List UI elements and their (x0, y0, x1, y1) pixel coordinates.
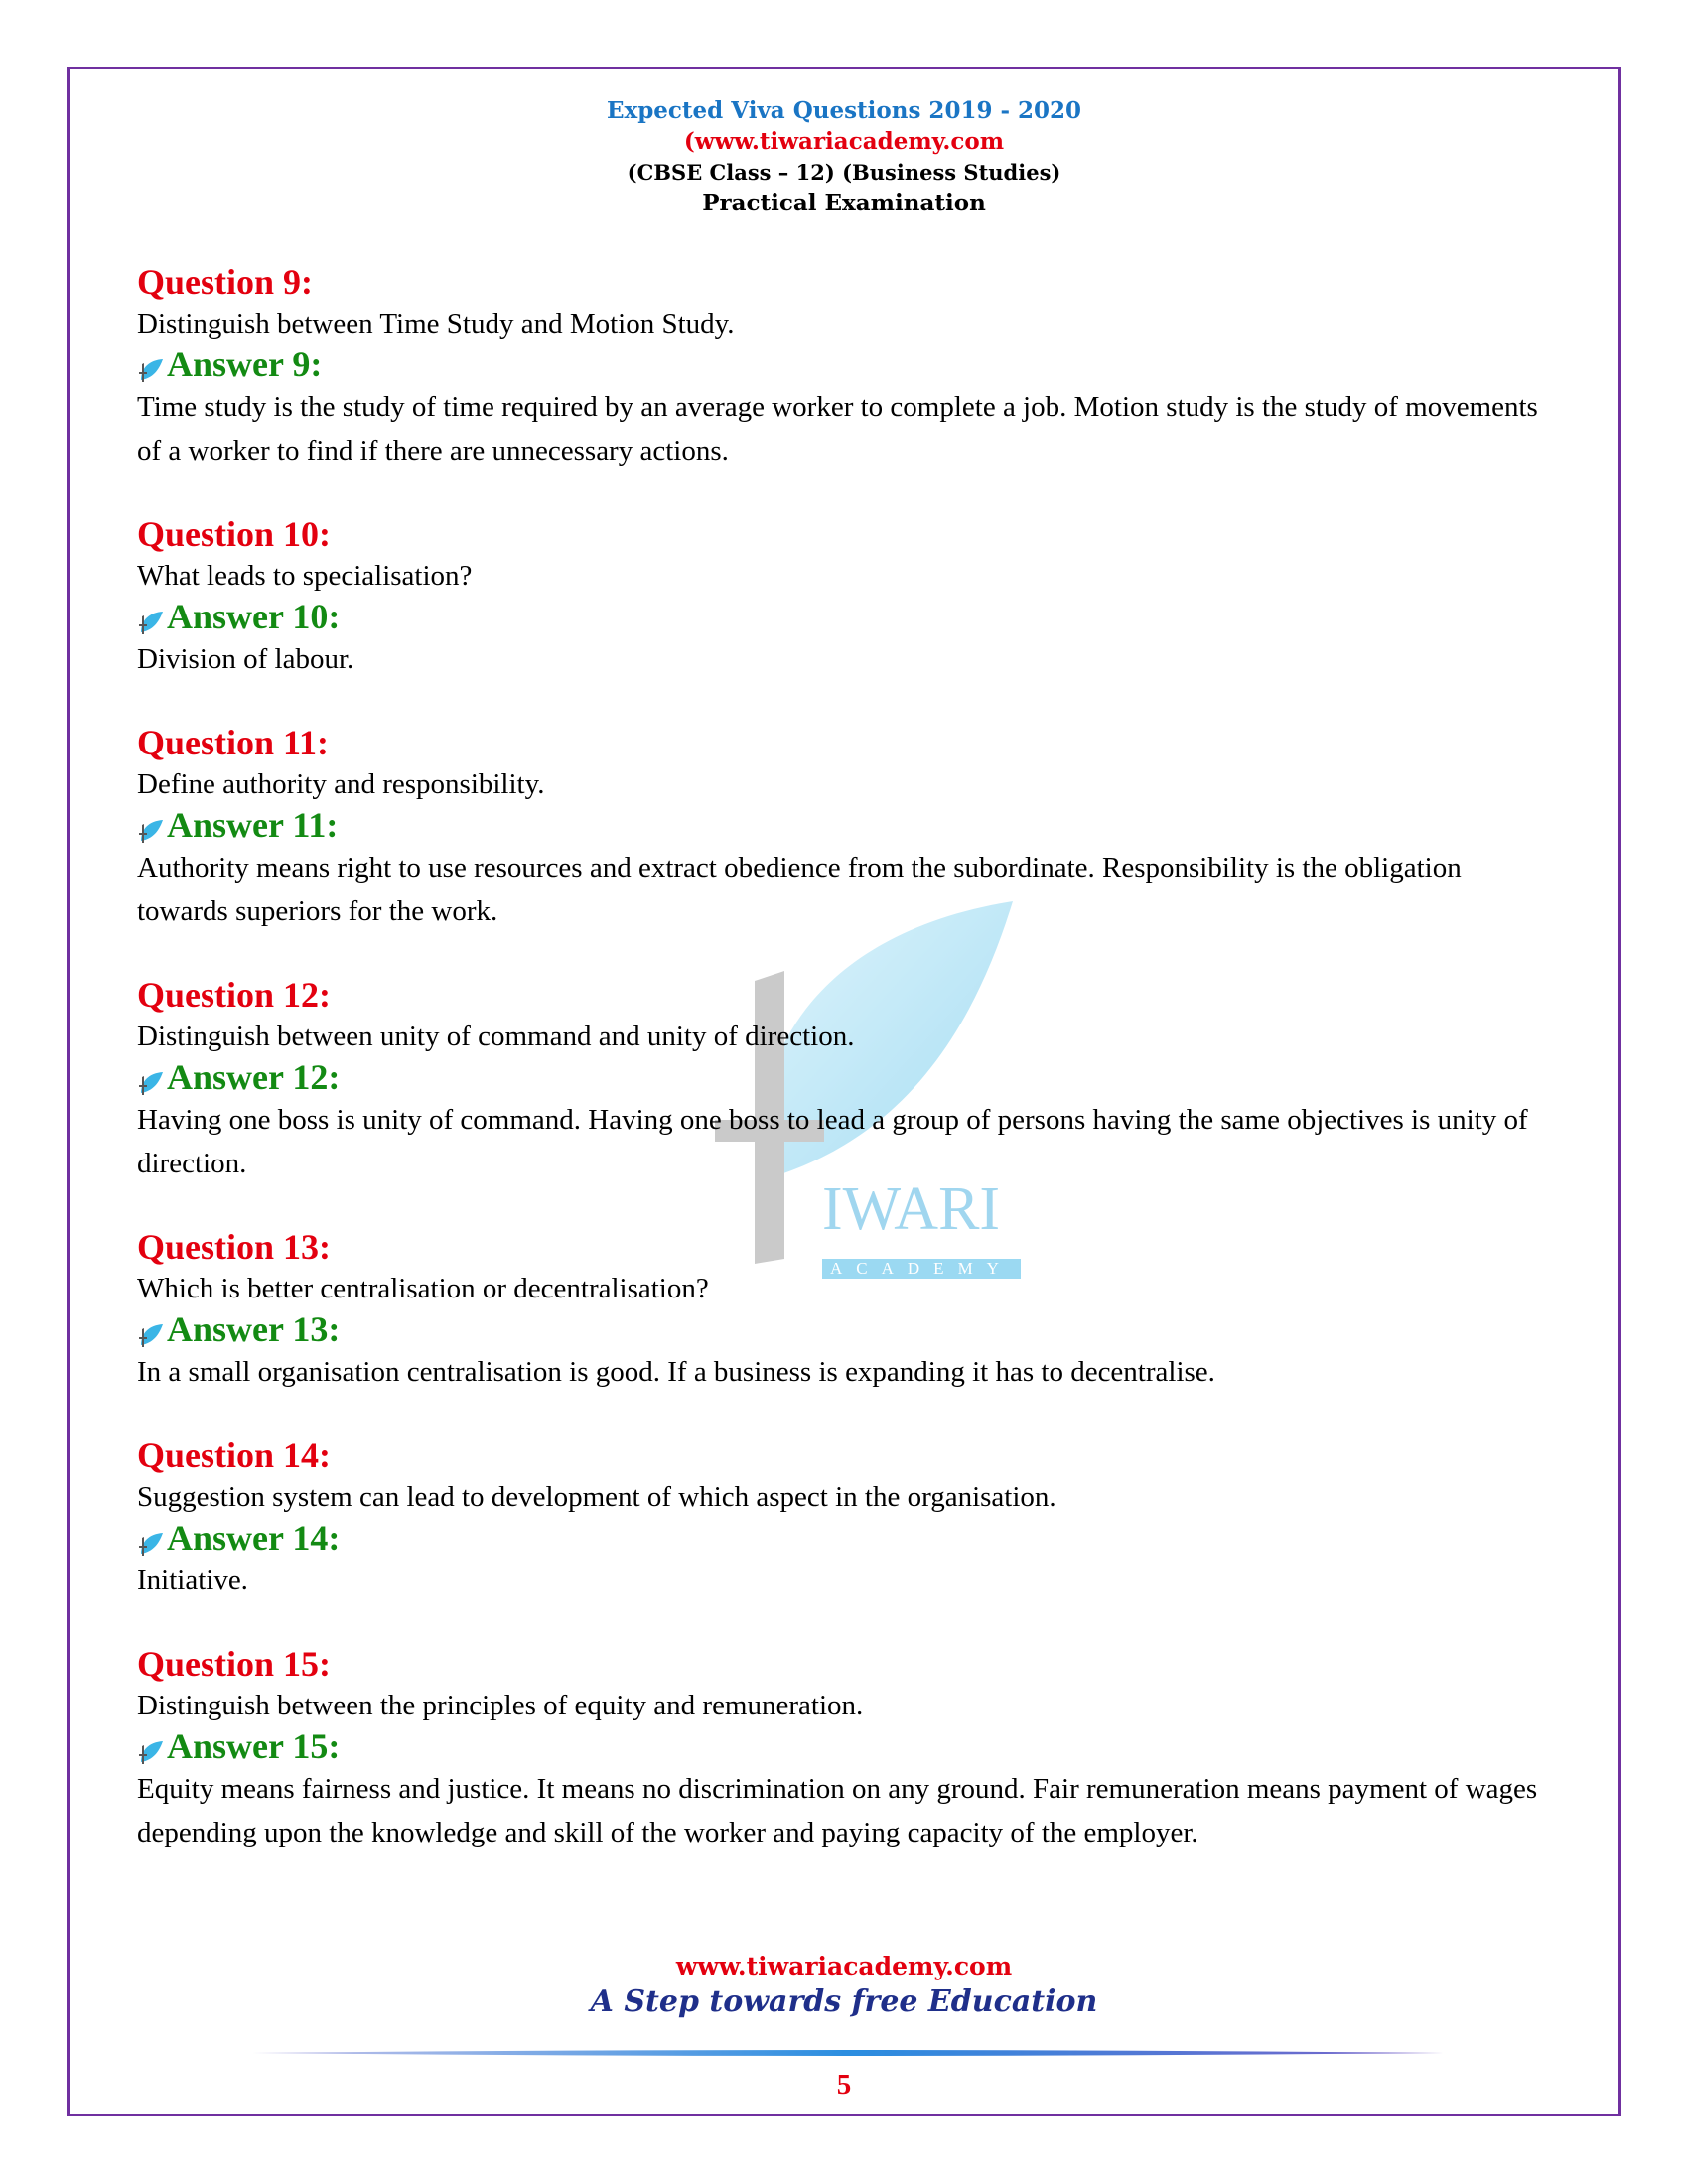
question-label: Question 13: (137, 1227, 332, 1267)
question-text: What leads to specialisation? (137, 560, 473, 592)
header-class: (CBSE Class – 12) (Business Studies) (627, 160, 1061, 185)
answer-label: Answer 13: (167, 1309, 341, 1349)
page-header (0, 95, 1688, 218)
page-footer (0, 1951, 1688, 2022)
qa-item (137, 1433, 1547, 1642)
watermark-sub: ACADEMY (822, 1259, 1021, 1279)
answer-heading (137, 1725, 1547, 1767)
answer-text: Authority means right to use resources and extract obedience from the subordinate. Responsibility is the obligation towards superiors for the work. (137, 852, 1462, 927)
answer-heading (137, 1308, 1547, 1350)
header-title: Expected Viva Questions 2019 - 2020 (606, 97, 1082, 124)
question-label: Question 9: (137, 262, 314, 302)
tiwari-leaf-icon (137, 812, 165, 838)
tiwari-leaf-icon (137, 351, 165, 377)
question-label: Question 15: (137, 1644, 332, 1684)
header-website: (www.tiwariacademy.com (683, 128, 1005, 155)
answer-heading (137, 804, 1547, 846)
qa-item (137, 512, 1547, 721)
qa-item (137, 973, 1547, 1225)
question-text: Which is better centralisation or decentralisation? (137, 1273, 709, 1304)
answer-heading (137, 1056, 1547, 1098)
answer-label: Answer 14: (167, 1518, 341, 1558)
qa-list (137, 260, 1547, 1940)
answer-text: Time study is the study of time required by an average worker to complete a job. Motion study is the study of movements of a worker to find if there are unnecessary actions. (137, 391, 1538, 467)
tiwari-leaf-icon (137, 1733, 165, 1759)
answer-text: Having one boss is unity of command. Having one boss to lead a group of persons having the same objectives is unity of direction. (137, 1104, 1528, 1179)
tiwari-leaf-icon (137, 1525, 165, 1551)
answer-text: Equity means fairness and justice. It means no discrimination on any ground. Fair remuneration means payment of wages depending upon the knowledge and skill of the worker and paying capacity of the employer. (137, 1773, 1538, 1848)
header-exam: Practical Examination (702, 190, 986, 216)
question-label: Question 10: (137, 514, 332, 554)
qa-item (137, 721, 1547, 973)
footer-url[interactable]: www.tiwariacademy.com (675, 1952, 1013, 1980)
question-label: Question 14: (137, 1435, 332, 1475)
page-number: 5 (836, 2069, 852, 2101)
question-text: Define authority and responsibility. (137, 768, 545, 800)
tiwari-leaf-icon (137, 604, 165, 629)
answer-heading (137, 596, 1547, 637)
qa-item (137, 1225, 1547, 1433)
qa-item (137, 1642, 1547, 1940)
answer-heading (137, 343, 1547, 385)
answer-label: Answer 11: (167, 805, 339, 845)
question-text: Distinguish between the principles of equity and remuneration. (137, 1690, 864, 1721)
answer-text: Initiative. (137, 1565, 248, 1596)
question-label: Question 12: (137, 975, 332, 1015)
tiwari-leaf-icon (137, 1316, 165, 1342)
answer-heading (137, 1517, 1547, 1559)
answer-text: In a small organisation centralisation is good. If a business is expanding it has to decentralise. (137, 1356, 1215, 1388)
question-text: Distinguish between Time Study and Motion Study. (137, 308, 735, 340)
answer-label: Answer 15: (167, 1726, 341, 1766)
answer-label: Answer 9: (167, 344, 323, 384)
answer-label: Answer 12: (167, 1057, 341, 1097)
qa-item (137, 260, 1547, 512)
watermark-word: IWARI (822, 1175, 1001, 1243)
footer-tagline: A Step towards free Education (590, 1984, 1098, 2019)
answer-label: Answer 10: (167, 597, 341, 636)
tiwari-leaf-icon (137, 1064, 165, 1090)
footer-divider (252, 2047, 1444, 2059)
question-text: Suggestion system can lead to development of which aspect in the organisation. (137, 1481, 1056, 1513)
question-label: Question 11: (137, 723, 330, 762)
answer-text: Division of labour. (137, 643, 354, 675)
question-text: Distinguish between unity of command and unity of direction. (137, 1021, 855, 1052)
